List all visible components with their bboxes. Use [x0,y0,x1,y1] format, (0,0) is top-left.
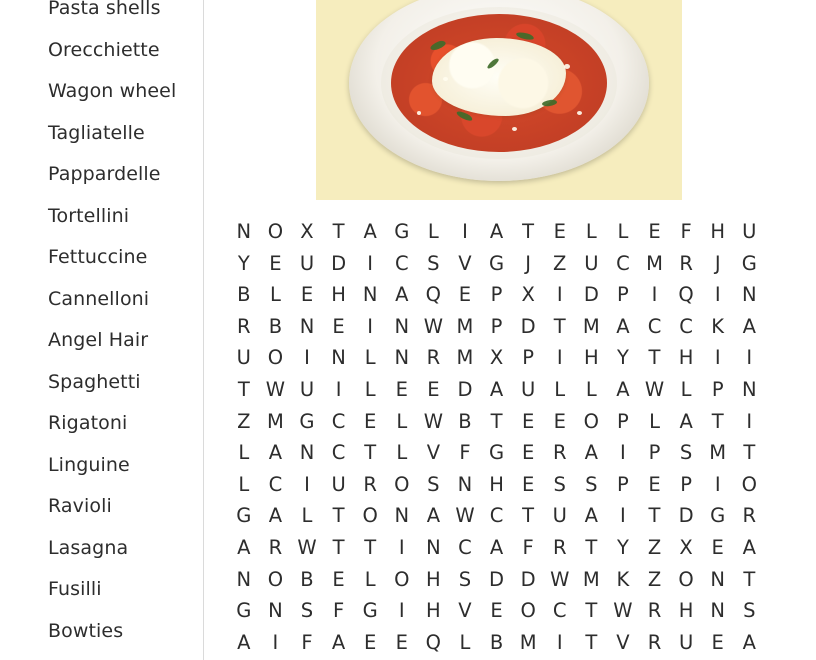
grid-cell[interactable]: N [394,314,410,338]
grid-cell[interactable]: W [423,314,443,338]
grid-cell[interactable]: R [679,251,693,275]
grid-cell[interactable]: S [427,472,440,496]
grid-cell[interactable]: O [362,504,378,528]
grid-cell[interactable]: I [304,346,310,370]
grid-cell[interactable]: G [488,251,505,275]
grid-cell[interactable]: D [331,251,347,275]
grid-cell[interactable]: R [552,441,567,465]
grid-cell[interactable]: A [331,630,346,654]
grid-cell[interactable]: A [489,220,504,243]
grid-cell[interactable]: E [458,283,472,307]
grid-cell[interactable]: E [490,599,503,623]
grid-cell[interactable]: Y [237,251,250,275]
grid-cell[interactable]: L [301,504,313,528]
grid-cell[interactable]: T [332,535,345,559]
plate-shape [349,0,649,181]
grid-cell[interactable]: N [742,377,757,401]
grid-cell[interactable]: T [711,409,724,433]
grid-cell[interactable]: T [648,504,661,528]
word-list [0,0,204,660]
grid-cell[interactable]: B [489,630,504,654]
grid-cell[interactable]: T [743,441,756,465]
grid-cell[interactable]: B [268,314,283,338]
cheese-fleck [577,111,582,115]
grid-row [228,500,792,532]
grid-cell[interactable]: R [647,599,662,623]
grid-cell[interactable]: T [585,535,598,559]
grid-cell[interactable]: K [711,314,725,338]
word-list-item: Orecchiette [48,38,160,61]
grid-cell[interactable]: I [620,441,626,465]
grid-cell[interactable]: E [395,377,408,401]
grid-cell[interactable]: D [489,567,505,591]
grid-cell[interactable]: A [268,441,283,465]
grid-cell[interactable]: R [426,346,441,370]
word-list-item: Bowties [48,619,124,642]
grid-cell[interactable]: Z [647,535,662,559]
grid-cell[interactable]: H [583,346,599,370]
grid-cell[interactable]: N [710,567,725,591]
grid-cell[interactable]: Q [425,283,442,307]
grid-cell[interactable]: C [679,314,693,338]
grid-cell[interactable]: V [458,251,472,275]
grid-cell[interactable]: R [268,535,283,559]
cheese-fleck [564,64,570,69]
grid-cell[interactable]: A [584,441,598,465]
grid-cell[interactable]: W [644,377,665,401]
grid-cell[interactable]: G [488,441,505,465]
grid-cell[interactable]: E [521,409,535,433]
grid-cell[interactable]: U [521,377,536,401]
grid-cell[interactable]: A [395,283,409,307]
grid-cell[interactable]: L [364,377,376,401]
grid-row [228,279,792,311]
grid-cell[interactable]: M [582,314,600,338]
grid-cell[interactable]: E [332,314,345,338]
grid-cell[interactable]: T [585,630,598,654]
grid-cell[interactable]: O [394,567,410,591]
grid-cell[interactable]: N [394,346,410,370]
grid-cell[interactable]: L [585,220,597,243]
grid-cell[interactable]: I [335,377,342,401]
grid-cell[interactable]: K [616,567,630,591]
grid-cell[interactable]: I [714,472,721,496]
grid-cell[interactable]: P [617,283,629,307]
grid-cell[interactable]: N [236,567,252,591]
grid-cell[interactable]: B [300,567,314,591]
grid-cell[interactable]: H [710,220,726,243]
grid-cell[interactable]: L [269,283,281,307]
grid-cell[interactable]: T [364,441,377,465]
grid-cell[interactable]: V [616,630,630,654]
grid-cell[interactable]: Q [425,630,442,654]
grid-cell[interactable]: T [743,567,756,591]
grid-cell[interactable]: U [236,346,251,370]
grid-cell[interactable]: I [651,283,658,307]
word-list-item: Lasagna [48,536,129,559]
grid-cell[interactable]: D [678,504,694,528]
grid-cell[interactable]: H [678,599,694,623]
grid-cell[interactable]: E [364,630,377,654]
grid-cell[interactable]: S [679,441,693,465]
grid-cell[interactable]: J [525,251,532,275]
grid-cell[interactable]: L [617,220,629,243]
grid-row [228,437,792,469]
plate-inner-shape [381,7,617,159]
grid-cell[interactable]: F [301,630,313,654]
grid-cell[interactable]: N [394,504,410,528]
grid-cell[interactable]: C [647,314,662,338]
grid-cell[interactable]: S [553,472,566,496]
grid-cell[interactable]: N [742,283,757,307]
grid-row [228,532,792,564]
grid-cell[interactable]: H [489,472,504,496]
grid-cell[interactable]: E [711,630,724,654]
grid-cell[interactable]: E [521,441,535,465]
grid-cell[interactable]: A [679,409,693,433]
grid-cell[interactable]: O [394,472,410,496]
grid-cell[interactable]: N [426,535,441,559]
grid-cell[interactable]: P [522,346,535,370]
grid-cell[interactable]: U [584,251,599,275]
grid-cell[interactable]: O [267,567,284,591]
grid-cell[interactable]: S [458,567,472,591]
grid-cell[interactable]: O [741,472,757,496]
grid-cell[interactable]: V [458,599,472,623]
puzzle-panel [204,0,816,660]
word-list-item: Spaghetti [48,370,141,393]
grid-cell[interactable]: O [267,346,284,370]
grid-cell[interactable]: W [297,535,317,559]
word-list-item: Fettuccine [48,246,148,268]
grid-row [228,311,792,343]
grid-cell[interactable]: A [742,314,756,338]
grid-cell[interactable]: T [332,220,345,243]
grid-cell[interactable]: P [490,314,503,338]
grid-cell[interactable]: E [300,283,314,307]
grid-cell[interactable]: O [267,220,284,243]
grid-cell[interactable]: S [300,599,314,623]
word-list-item: Ravioli [48,495,112,517]
grid-cell[interactable]: H [678,346,694,370]
grid-cell[interactable]: A [426,504,441,528]
grid-cell[interactable]: Z [237,409,251,433]
grid-cell[interactable]: N [457,472,473,496]
grid-cell[interactable]: P [617,409,629,433]
grid-cell[interactable]: E [648,220,661,243]
grid-cell[interactable]: E [332,567,345,591]
grid-cell[interactable]: E [553,220,566,243]
grid-cell[interactable]: I [556,346,563,370]
word-list-item: Tortellini [48,204,130,227]
grid-cell[interactable]: L [459,630,471,654]
word-list-item: Linguine [48,453,130,476]
grid-cell[interactable]: D [520,567,536,591]
grid-cell[interactable]: I [714,346,721,370]
grid-cell[interactable]: A [584,504,598,528]
grid-cell[interactable]: X [521,283,535,307]
grid-cell[interactable]: A [489,377,504,401]
grid-cell[interactable]: N [331,346,346,370]
grid-cell[interactable]: C [489,504,504,528]
grid-cell[interactable]: C [458,535,472,559]
grid-cell[interactable]: E [711,535,724,559]
word-list-item: Fusilli [48,578,102,600]
grid-cell[interactable]: R [237,314,251,338]
grid-cell[interactable]: L [680,377,692,401]
grid-row [228,374,792,406]
grid-cell[interactable]: F [522,535,534,559]
grid-cell[interactable]: I [746,346,753,370]
grid-cell[interactable]: N [362,283,378,307]
word-list-item: Rigatoni [48,412,128,434]
grid-cell[interactable]: E [395,630,408,654]
grid-cell[interactable]: D [583,283,599,307]
grid-cell[interactable]: A [616,314,630,338]
grid-cell[interactable]: U [742,220,757,243]
grid-cell[interactable]: G [362,599,378,623]
grid-cell[interactable]: F [680,220,692,243]
grid-cell[interactable]: G [236,504,252,528]
grid-cell[interactable]: T [553,314,566,338]
word-list-item: Pappardelle [48,163,161,185]
grid-cell[interactable]: I [367,251,374,275]
grid-cell[interactable]: H [426,599,441,623]
grid-cell[interactable]: L [585,377,597,401]
grid-row [228,216,792,248]
grid-cell[interactable]: I [272,630,279,654]
grid-cell[interactable]: Y [616,346,629,370]
grid-cell[interactable]: M [582,567,600,591]
grid-cell[interactable]: E [427,377,440,401]
grid-cell[interactable]: T [522,220,535,243]
cheese-fleck [417,111,421,115]
grid-row [228,248,792,280]
grid-cell[interactable]: L [396,441,408,465]
word-list-item: Cannelloni [48,287,150,310]
grid-cell[interactable]: N [710,599,725,623]
grid-cell[interactable]: M [456,346,474,370]
grid-cell[interactable]: M [646,251,663,275]
grid-cell[interactable]: I [304,472,310,496]
grid-cell[interactable]: E [521,472,535,496]
grid-cell[interactable]: I [556,283,563,307]
grid-cell[interactable]: U [299,377,315,401]
word-list-item: Wagon wheel [48,80,177,102]
grid-cell[interactable]: R [552,535,567,559]
grid-cell[interactable]: Y [616,535,629,559]
grid-cell[interactable]: T [585,599,598,623]
grid-cell[interactable]: A [237,630,251,654]
grid-cell[interactable]: I [367,314,374,338]
grid-cell[interactable]: A [616,377,630,401]
grid-cell[interactable]: M [456,314,474,338]
grid-cell[interactable]: A [489,535,504,559]
grid-cell[interactable]: L [364,567,376,591]
grid-cell[interactable]: P [617,472,629,496]
grid-cell[interactable]: N [299,441,315,465]
grid-cell[interactable]: R [742,504,757,528]
grid-cell[interactable]: P [711,377,724,401]
grid-cell[interactable]: Q [678,283,694,307]
grid-cell[interactable]: W [613,599,633,623]
grid-cell[interactable]: C [616,251,630,275]
grid-cell[interactable]: U [299,251,315,275]
tomato-sauce-shape [391,14,607,152]
word-list-item: Tagliatelle [48,121,145,144]
letter-grid [228,216,792,658]
grid-cell[interactable]: I [556,630,563,654]
grid-cell[interactable]: G [394,220,410,243]
grid-cell[interactable]: M [266,409,284,433]
grid-cell[interactable]: W [455,504,475,528]
grid-cell[interactable]: G [299,409,315,433]
grid-cell[interactable]: T [490,409,503,433]
grid-row [228,469,792,501]
grid-cell[interactable]: J [714,251,721,275]
grid-cell[interactable]: I [746,409,753,433]
grid-cell[interactable]: C [552,599,567,623]
grid-cell[interactable]: I [620,504,626,528]
grid-cell[interactable]: T [364,535,377,559]
grid-cell[interactable]: G [236,599,252,623]
grid-cell[interactable]: V [426,441,441,465]
photo-canvas [316,0,682,200]
grid-cell[interactable]: H [331,283,346,307]
word-list-item: Pasta shells [48,0,161,19]
grid-cell[interactable]: E [648,472,661,496]
grid-cell[interactable]: Z [553,251,567,275]
grid-cell[interactable]: L [238,441,250,465]
grid-cell[interactable]: S [743,599,756,623]
cheese-fleck [512,127,517,131]
grid-cell[interactable]: I [398,535,405,559]
grid-cell[interactable]: P [648,441,661,465]
grid-cell[interactable]: L [554,377,566,401]
grid-cell[interactable]: L [364,346,376,370]
grid-cell[interactable]: S [427,251,440,275]
grid-cell[interactable]: N [236,220,252,243]
grid-cell[interactable]: E [553,409,566,433]
grid-cell[interactable]: B [458,409,472,433]
grid-cell[interactable]: A [742,630,756,654]
grid-cell[interactable]: R [647,630,662,654]
grid-cell[interactable]: L [238,472,250,496]
grid-cell[interactable]: C [331,441,346,465]
word-list-item: Angel Hair [48,329,149,351]
grid-cell[interactable]: L [427,220,439,243]
grid-row [228,342,792,374]
grid-cell[interactable]: E [364,409,377,433]
grid-cell[interactable]: T [522,504,535,528]
grid-cell[interactable]: W [550,567,570,591]
grid-cell[interactable]: I [714,283,721,307]
grid-cell[interactable]: U [552,504,567,528]
grid-cell[interactable]: U [331,472,346,496]
grid-cell[interactable]: G [710,504,726,528]
grid-cell[interactable]: C [268,472,283,496]
grid-cell[interactable]: B [237,283,251,307]
grid-cell[interactable]: S [585,472,598,496]
grid-cell[interactable]: R [363,472,377,496]
grid-cell[interactable]: O [583,409,599,433]
grid-cell[interactable]: G [741,251,757,275]
grid-row [228,595,792,627]
grid-cell[interactable]: L [649,409,660,433]
grid-cell[interactable]: C [394,251,409,275]
grid-cell[interactable]: T [237,377,250,401]
grid-cell[interactable]: P [490,283,503,307]
grid-cell[interactable]: O [520,599,536,623]
grid-cell[interactable]: D [457,377,473,401]
basil-leaf-icon [429,39,446,51]
grid-cell[interactable]: H [426,567,441,591]
grid-cell[interactable]: W [423,409,443,433]
grid-cell[interactable]: Z [647,567,662,591]
grid-cell[interactable]: M [519,630,537,654]
grid-cell[interactable]: A [268,504,283,528]
grid-cell[interactable]: T [648,346,661,370]
grid-cell[interactable]: X [489,346,504,370]
grid-cell[interactable]: A [237,535,251,559]
grid-cell[interactable]: W [265,377,286,401]
grid-cell[interactable]: D [520,314,536,338]
grid-cell[interactable]: F [459,441,471,465]
grid-cell[interactable]: O [678,567,694,591]
grid-cell[interactable]: T [332,504,345,528]
grid-cell[interactable]: M [709,441,727,465]
grid-cell[interactable]: N [299,314,315,338]
grid-cell[interactable]: A [742,535,756,559]
grid-cell[interactable]: A [363,220,377,243]
grid-cell[interactable]: F [332,599,345,623]
grid-cell[interactable]: L [396,409,408,433]
grid-row [228,564,792,596]
grid-cell[interactable]: N [268,599,283,623]
grid-cell[interactable]: I [462,220,468,243]
grid-cell[interactable]: X [300,220,314,243]
grid-cell[interactable]: I [398,599,405,623]
grid-cell[interactable]: C [331,409,346,433]
grid-cell[interactable]: P [680,472,692,496]
grid-row [228,406,792,438]
grid-cell[interactable]: U [678,630,694,654]
grid-cell[interactable]: X [679,535,693,559]
grid-cell[interactable]: E [269,251,282,275]
pasta-photo [316,0,682,200]
grid-row [228,627,792,659]
